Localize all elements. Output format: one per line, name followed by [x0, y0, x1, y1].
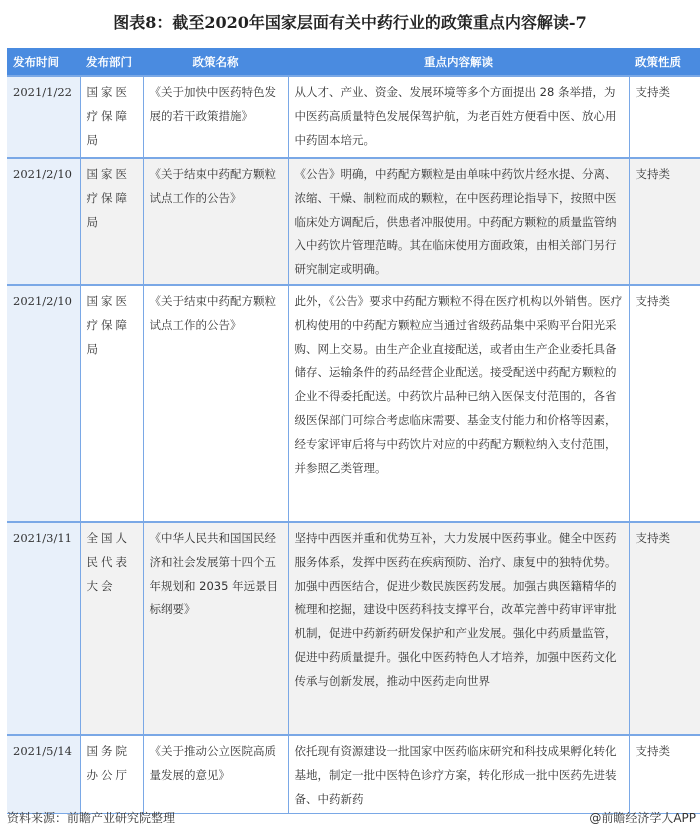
cell-dept: 国家医疗保障局 — [80, 158, 143, 285]
cell-date: 2021/2/10 — [7, 285, 80, 522]
cell-dept: 国家医疗保障局 — [80, 76, 143, 158]
cell-dept: 国务院办公厅 — [80, 735, 143, 814]
table-row — [7, 76, 700, 158]
cell-dept: 全国人民代表大会 — [80, 522, 143, 735]
cell-date: 2021/2/10 — [7, 158, 80, 285]
header-dept: 发布部门 — [80, 48, 143, 76]
table-row — [7, 285, 700, 522]
cell-type: 支持类 — [629, 522, 700, 735]
cell-content: 坚持中西医并重和优势互补，大力发展中医药事业。健全中医药服务体系，发挥中医药在疾病预防、治疗、康复中的独特优势。加强中西医结合，促进少数民族医药发展。加强古典医籍精华的梳理和挖掘，建设中医药科技支撑平台，改革完善中药审评审批机制，促进中药新药研发保护和产业发展。强化中药质量监管，促进中药质量提升。强化中医药特色人才培养，加强中医药文化传承与创新发展，推动中医药走向世界 — [288, 522, 629, 735]
table-row — [7, 735, 700, 814]
cell-date: 2021/3/11 — [7, 522, 80, 735]
cell-date: 2021/5/14 — [7, 735, 80, 814]
cell-type: 支持类 — [629, 158, 700, 285]
cell-policy-name: 《中华人民共和国国民经济和社会发展第十四个五年规划和 2035 年远景目标纲要》 — [143, 522, 288, 735]
source-note: 资料来源：前瞻产业研究院整理 — [7, 811, 176, 825]
table-header-row — [7, 48, 700, 76]
header-content: 重点内容解读 — [288, 48, 629, 76]
cell-type: 支持类 — [629, 285, 700, 522]
table-row — [7, 522, 700, 735]
cell-type: 支持类 — [629, 76, 700, 158]
header-type: 政策性质 — [629, 48, 700, 76]
policy-table — [7, 48, 700, 814]
cell-policy-name: 《关于推动公立医院高质量发展的意见》 — [143, 735, 288, 814]
header-policy-name: 政策名称 — [143, 48, 288, 76]
cell-policy-name: 《关于加快中医药特色发展的若干政策措施》 — [143, 76, 288, 158]
cell-date: 2021/1/22 — [7, 76, 80, 158]
cell-dept: 国家医疗保障局 — [80, 285, 143, 522]
cell-policy-name: 《关于结束中药配方颗粒试点工作的公告》 — [143, 285, 288, 522]
header-date: 发布时间 — [7, 48, 80, 76]
table-row — [7, 158, 700, 285]
credit-note: @前瞻经济学人APP — [589, 811, 696, 825]
cell-type: 支持类 — [629, 735, 700, 814]
cell-content: 从人才、产业、资金、发展环境等多个方面提出 28 条举措，为中医药高质量特色发展保驾护航，为老百姓方便看中医、放心用中药固本培元。 — [288, 76, 629, 158]
cell-content: 依托现有资源建设一批国家中医药临床研究和科技成果孵化转化基地，制定一批中医特色诊疗方案，转化形成一批中医药先进装备、中药新药 — [288, 735, 629, 814]
page-title: 图表8：截至2020年国家层面有关中药行业的政策重点内容解读-7 — [113, 13, 587, 32]
cell-content: 《公告》明确，中药配方颗粒是由单味中药饮片经水提、分离、浓缩、干燥、制粒而成的颗粒，在中医药理论指导下，按照中医临床处方调配后，供患者冲服使用。中药配方颗粒的质量监管纳入中药饮片管理范畴。其在临床使用方面政策，由相关部门另行研究制定或明确。 — [288, 158, 629, 285]
cell-content: 此外，《公告》要求中药配方颗粒不得在医疗机构以外销售。医疗机构使用的中药配方颗粒应当通过省级药品集中采购平台阳光采购、网上交易。由生产企业直接配送，或者由生产企业委托具备储存、运输条件的药品经营企业配送。接受配送中药配方颗粒的企业不得委托配送。中药饮片品种已纳入医保支付范围的，各省级医保部门可综合考虑临床需要、基金支付能力和价格等因素，经专家评审后将与中药饮片对应的中药配方颗粒纳入支付范围，并参照乙类管理。 — [288, 285, 629, 522]
cell-policy-name: 《关于结束中药配方颗粒试点工作的公告》 — [143, 158, 288, 285]
